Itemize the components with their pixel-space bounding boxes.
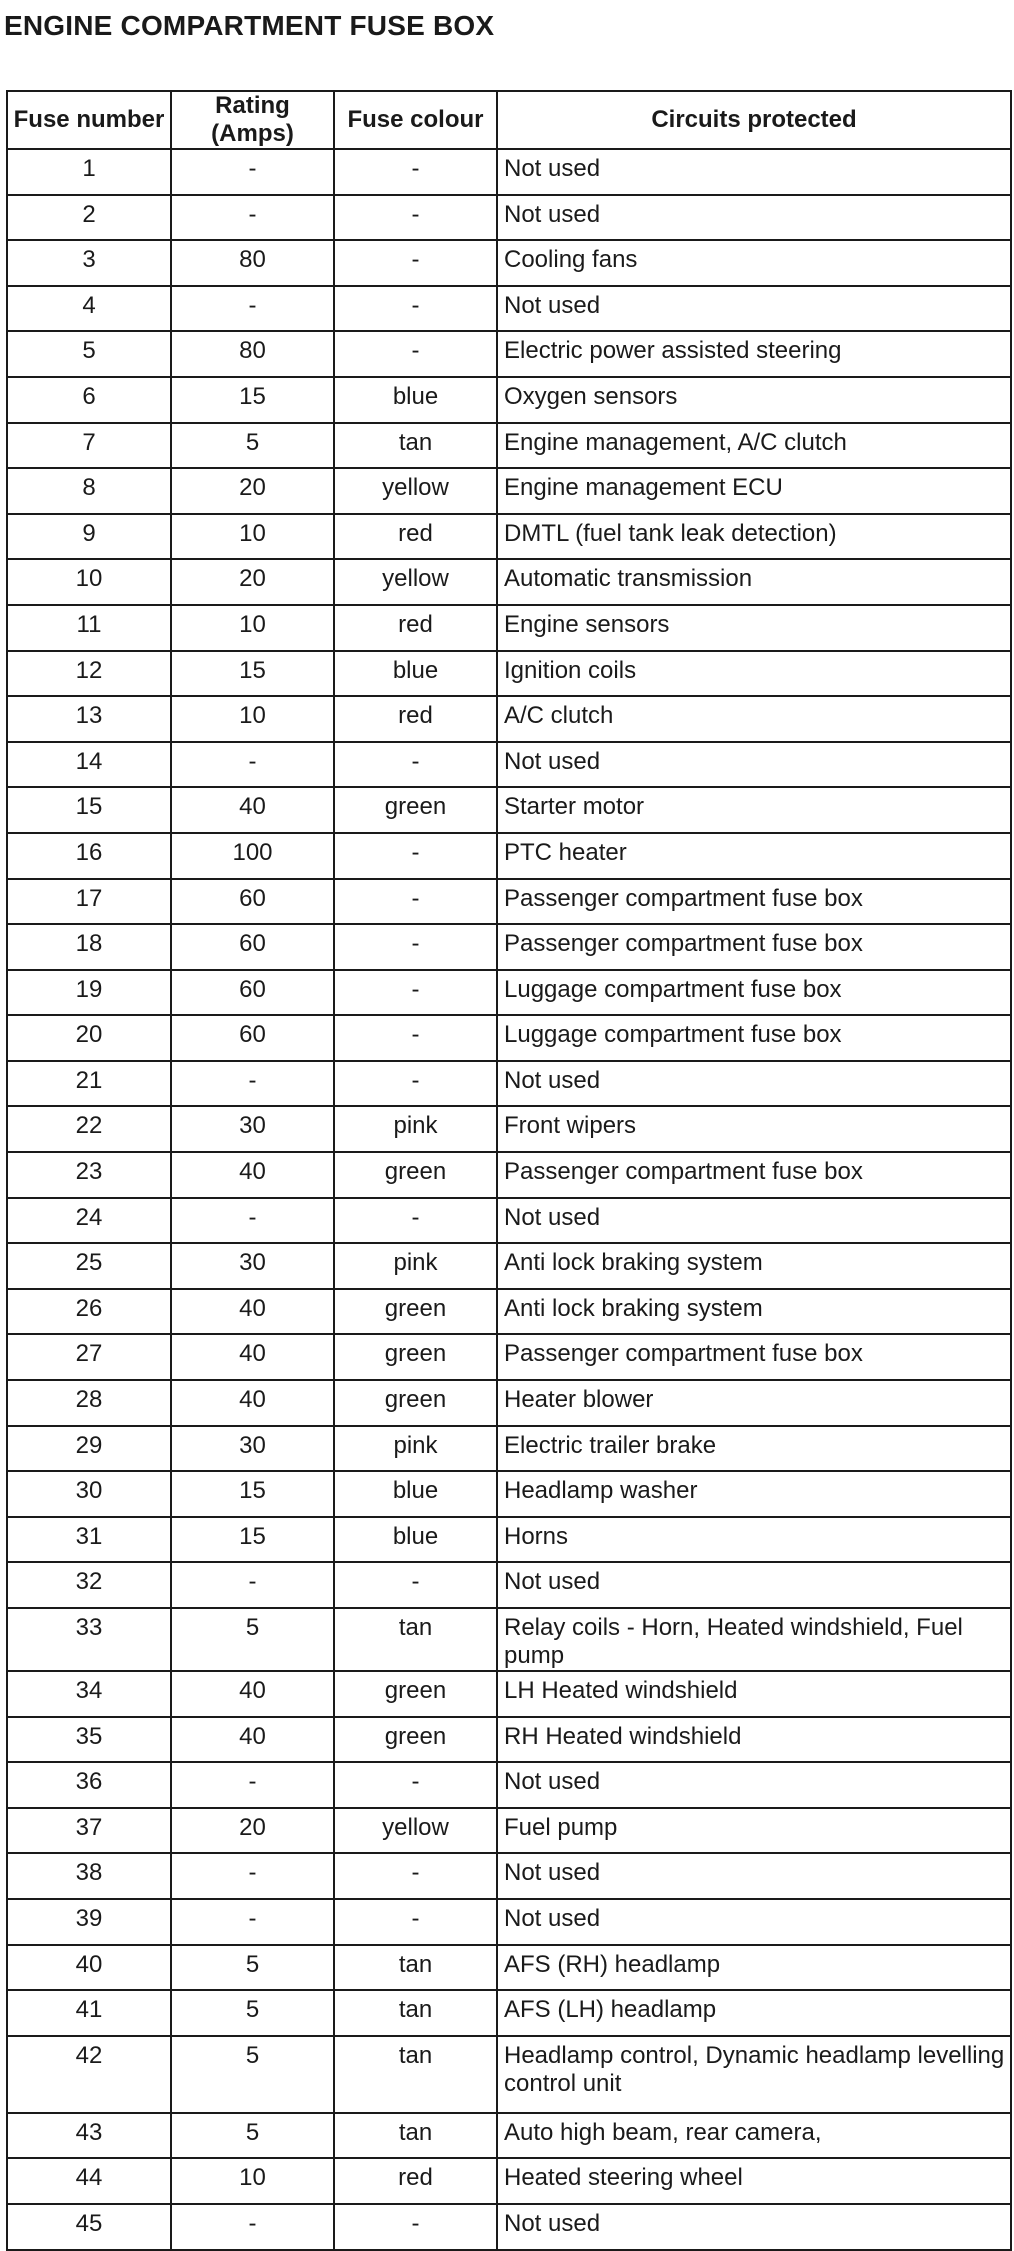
colour-cell: green xyxy=(334,1334,497,1380)
table-row xyxy=(7,1289,1011,1335)
table-row xyxy=(7,1608,1011,1671)
fuse-number-cell: 11 xyxy=(7,605,171,651)
colour-cell: green xyxy=(334,1289,497,1335)
circuit-cell: Not used xyxy=(497,149,1011,195)
table-row xyxy=(7,1334,1011,1380)
fuse-number-cell: 19 xyxy=(7,970,171,1016)
rating-cell: - xyxy=(171,2204,334,2250)
table-row xyxy=(7,2158,1011,2204)
circuit-cell: Engine sensors xyxy=(497,605,1011,651)
table-row xyxy=(7,1853,1011,1899)
colour-cell: - xyxy=(334,195,497,241)
colour-cell: - xyxy=(334,2204,497,2250)
colour-cell: - xyxy=(334,970,497,1016)
circuit-cell: Not used xyxy=(497,1853,1011,1899)
fuse-number-cell: 31 xyxy=(7,1517,171,1563)
rating-cell: 100 xyxy=(171,833,334,879)
colour-cell: blue xyxy=(334,377,497,423)
rating-cell: - xyxy=(171,1899,334,1945)
table-row xyxy=(7,1061,1011,1107)
table-body xyxy=(7,149,1011,2250)
table-row xyxy=(7,787,1011,833)
circuit-cell: DMTL (fuel tank leak detection) xyxy=(497,514,1011,560)
fuse-number-cell: 10 xyxy=(7,559,171,605)
rating-cell: 60 xyxy=(171,970,334,1016)
table-row xyxy=(7,1471,1011,1517)
circuit-cell: Not used xyxy=(497,1899,1011,1945)
table-row xyxy=(7,377,1011,423)
rating-cell: - xyxy=(171,1061,334,1107)
circuit-cell: Ignition coils xyxy=(497,651,1011,697)
colour-cell: - xyxy=(334,833,497,879)
table-row xyxy=(7,1517,1011,1563)
rating-cell: 80 xyxy=(171,331,334,377)
colour-cell: tan xyxy=(334,2113,497,2159)
fuse-number-cell: 1 xyxy=(7,149,171,195)
header-fuse-number: Fuse number xyxy=(7,91,171,149)
table-header-row xyxy=(7,91,1011,149)
table-row xyxy=(7,970,1011,1016)
colour-cell: - xyxy=(334,1198,497,1244)
circuit-cell: RH Heated windshield xyxy=(497,1717,1011,1763)
fuse-number-cell: 12 xyxy=(7,651,171,697)
colour-cell: - xyxy=(334,742,497,788)
circuit-cell: Horns xyxy=(497,1517,1011,1563)
fuse-number-cell: 45 xyxy=(7,2204,171,2250)
rating-cell: 30 xyxy=(171,1426,334,1472)
rating-cell: - xyxy=(171,742,334,788)
fuse-number-cell: 22 xyxy=(7,1106,171,1152)
colour-cell: - xyxy=(334,924,497,970)
colour-cell: tan xyxy=(334,1945,497,1991)
rating-cell: 20 xyxy=(171,1808,334,1854)
fuse-number-cell: 6 xyxy=(7,377,171,423)
colour-cell: red xyxy=(334,514,497,560)
colour-cell: - xyxy=(334,1899,497,1945)
table-row xyxy=(7,651,1011,697)
rating-cell: 30 xyxy=(171,1106,334,1152)
colour-cell: green xyxy=(334,1671,497,1717)
circuit-cell: LH Heated windshield xyxy=(497,1671,1011,1717)
circuit-cell: Engine management, A/C clutch xyxy=(497,423,1011,469)
page-title: ENGINE COMPARTMENT FUSE BOX xyxy=(4,10,495,41)
table-row xyxy=(7,240,1011,286)
rating-cell: 10 xyxy=(171,696,334,742)
rating-cell: - xyxy=(171,1198,334,1244)
rating-cell: 40 xyxy=(171,1671,334,1717)
colour-cell: tan xyxy=(334,423,497,469)
table-row xyxy=(7,1426,1011,1472)
rating-cell: 15 xyxy=(171,1471,334,1517)
rating-cell: - xyxy=(171,149,334,195)
fuse-number-cell: 24 xyxy=(7,1198,171,1244)
circuit-cell: Front wipers xyxy=(497,1106,1011,1152)
colour-cell: blue xyxy=(334,1471,497,1517)
colour-cell: yellow xyxy=(334,1808,497,1854)
rating-cell: 5 xyxy=(171,1945,334,1991)
rating-cell: - xyxy=(171,1762,334,1808)
circuit-cell: Electric power assisted steering xyxy=(497,331,1011,377)
colour-cell: - xyxy=(334,331,497,377)
colour-cell: - xyxy=(334,1061,497,1107)
rating-cell: 10 xyxy=(171,605,334,651)
rating-cell: - xyxy=(171,195,334,241)
header-fuse-colour: Fuse colour xyxy=(334,91,497,149)
circuit-cell: Passenger compartment fuse box xyxy=(497,879,1011,925)
rating-cell: 15 xyxy=(171,651,334,697)
fuse-number-cell: 32 xyxy=(7,1562,171,1608)
rating-cell: 15 xyxy=(171,377,334,423)
fuse-number-cell: 4 xyxy=(7,286,171,332)
colour-cell: green xyxy=(334,1380,497,1426)
table-row xyxy=(7,924,1011,970)
table-row xyxy=(7,696,1011,742)
table-row xyxy=(7,1899,1011,1945)
rating-cell: 5 xyxy=(171,2113,334,2159)
colour-cell: - xyxy=(334,286,497,332)
colour-cell: blue xyxy=(334,1517,497,1563)
fuse-number-cell: 28 xyxy=(7,1380,171,1426)
rating-cell: - xyxy=(171,1853,334,1899)
fuse-number-cell: 15 xyxy=(7,787,171,833)
colour-cell: tan xyxy=(334,2036,497,2113)
circuit-cell: AFS (LH) headlamp xyxy=(497,1990,1011,2036)
circuit-cell: Passenger compartment fuse box xyxy=(497,924,1011,970)
table-row xyxy=(7,1808,1011,1854)
table-row xyxy=(7,149,1011,195)
table-row xyxy=(7,1762,1011,1808)
table-row xyxy=(7,742,1011,788)
table-row xyxy=(7,1015,1011,1061)
header-rating: Rating (Amps) xyxy=(171,91,334,149)
circuit-cell: Starter motor xyxy=(497,787,1011,833)
rating-cell: - xyxy=(171,1562,334,1608)
circuit-cell: Headlamp washer xyxy=(497,1471,1011,1517)
circuit-cell: Luggage compartment fuse box xyxy=(497,970,1011,1016)
colour-cell: - xyxy=(334,1762,497,1808)
table-row xyxy=(7,559,1011,605)
fuse-number-cell: 2 xyxy=(7,195,171,241)
colour-cell: tan xyxy=(334,1608,497,1671)
rating-cell: 30 xyxy=(171,1243,334,1289)
header-circuits-protected: Circuits protected xyxy=(497,91,1011,149)
fuse-number-cell: 40 xyxy=(7,1945,171,1991)
circuit-cell: Not used xyxy=(497,742,1011,788)
table-row xyxy=(7,605,1011,651)
fuse-number-cell: 21 xyxy=(7,1061,171,1107)
table-row xyxy=(7,1243,1011,1289)
table-row xyxy=(7,195,1011,241)
circuit-cell: Electric trailer brake xyxy=(497,1426,1011,1472)
circuit-cell: Oxygen sensors xyxy=(497,377,1011,423)
circuit-cell: Not used xyxy=(497,1061,1011,1107)
table-row xyxy=(7,1380,1011,1426)
circuit-cell: Heater blower xyxy=(497,1380,1011,1426)
fuse-number-cell: 37 xyxy=(7,1808,171,1854)
table-row xyxy=(7,468,1011,514)
rating-cell: 20 xyxy=(171,559,334,605)
rating-cell: 40 xyxy=(171,1152,334,1198)
fuse-number-cell: 38 xyxy=(7,1853,171,1899)
circuit-cell: Relay coils - Horn, Heated windshield, Fuel pump xyxy=(497,1608,1011,1671)
circuit-cell: Luggage compartment fuse box xyxy=(497,1015,1011,1061)
rating-cell: 5 xyxy=(171,1990,334,2036)
rating-cell: 80 xyxy=(171,240,334,286)
rating-cell: 10 xyxy=(171,514,334,560)
fuse-number-cell: 34 xyxy=(7,1671,171,1717)
rating-cell: 40 xyxy=(171,1289,334,1335)
fuse-number-cell: 27 xyxy=(7,1334,171,1380)
fuse-number-cell: 30 xyxy=(7,1471,171,1517)
colour-cell: pink xyxy=(334,1243,497,1289)
table-row xyxy=(7,1671,1011,1717)
table-row xyxy=(7,2204,1011,2250)
colour-cell: red xyxy=(334,696,497,742)
circuit-cell: Headlamp control, Dynamic headlamp levelling control unit xyxy=(497,2036,1011,2113)
colour-cell: yellow xyxy=(334,468,497,514)
rating-cell: - xyxy=(171,286,334,332)
table-row xyxy=(7,1717,1011,1763)
colour-cell: green xyxy=(334,1152,497,1198)
circuit-cell: Fuel pump xyxy=(497,1808,1011,1854)
fuse-number-cell: 44 xyxy=(7,2158,171,2204)
circuit-cell: Not used xyxy=(497,1762,1011,1808)
circuit-cell: Passenger compartment fuse box xyxy=(497,1152,1011,1198)
table-row xyxy=(7,1152,1011,1198)
rating-cell: 5 xyxy=(171,1608,334,1671)
fuse-number-cell: 33 xyxy=(7,1608,171,1671)
circuit-cell: A/C clutch xyxy=(497,696,1011,742)
fuse-number-cell: 25 xyxy=(7,1243,171,1289)
colour-cell: - xyxy=(334,1562,497,1608)
circuit-cell: Auto high beam, rear camera, xyxy=(497,2113,1011,2159)
rating-cell: 20 xyxy=(171,468,334,514)
colour-cell: red xyxy=(334,2158,497,2204)
fuse-number-cell: 26 xyxy=(7,1289,171,1335)
fuse-number-cell: 9 xyxy=(7,514,171,560)
fuse-number-cell: 8 xyxy=(7,468,171,514)
colour-cell: green xyxy=(334,787,497,833)
rating-cell: 40 xyxy=(171,1334,334,1380)
fuse-number-cell: 20 xyxy=(7,1015,171,1061)
fuse-number-cell: 43 xyxy=(7,2113,171,2159)
table-row xyxy=(7,2113,1011,2159)
colour-cell: - xyxy=(334,879,497,925)
circuit-cell: Cooling fans xyxy=(497,240,1011,286)
fuse-number-cell: 39 xyxy=(7,1899,171,1945)
fuse-number-cell: 42 xyxy=(7,2036,171,2113)
table-row xyxy=(7,2036,1011,2113)
table-row xyxy=(7,286,1011,332)
table-row xyxy=(7,1562,1011,1608)
table-row xyxy=(7,1945,1011,1991)
fuse-number-cell: 17 xyxy=(7,879,171,925)
colour-cell: pink xyxy=(334,1426,497,1472)
fuse-number-cell: 16 xyxy=(7,833,171,879)
table-row xyxy=(7,879,1011,925)
rating-cell: 15 xyxy=(171,1517,334,1563)
fuse-number-cell: 29 xyxy=(7,1426,171,1472)
fuse-number-cell: 7 xyxy=(7,423,171,469)
circuit-cell: Anti lock braking system xyxy=(497,1289,1011,1335)
table-row xyxy=(7,423,1011,469)
circuit-cell: Automatic transmission xyxy=(497,559,1011,605)
colour-cell: pink xyxy=(334,1106,497,1152)
rating-cell: 5 xyxy=(171,423,334,469)
colour-cell: - xyxy=(334,240,497,286)
fuse-number-cell: 35 xyxy=(7,1717,171,1763)
fuse-number-cell: 13 xyxy=(7,696,171,742)
fuse-number-cell: 41 xyxy=(7,1990,171,2036)
circuit-cell: Not used xyxy=(497,195,1011,241)
table-row xyxy=(7,1106,1011,1152)
table-row xyxy=(7,1990,1011,2036)
colour-cell: green xyxy=(334,1717,497,1763)
table-row xyxy=(7,1198,1011,1244)
fuse-number-cell: 36 xyxy=(7,1762,171,1808)
circuit-cell: PTC heater xyxy=(497,833,1011,879)
rating-cell: 40 xyxy=(171,1717,334,1763)
table-row xyxy=(7,833,1011,879)
colour-cell: blue xyxy=(334,651,497,697)
colour-cell: - xyxy=(334,1853,497,1899)
circuit-cell: Not used xyxy=(497,1198,1011,1244)
colour-cell: tan xyxy=(334,1990,497,2036)
colour-cell: - xyxy=(334,1015,497,1061)
colour-cell: - xyxy=(334,149,497,195)
circuit-cell: Not used xyxy=(497,1562,1011,1608)
circuit-cell: Anti lock braking system xyxy=(497,1243,1011,1289)
circuit-cell: Passenger compartment fuse box xyxy=(497,1334,1011,1380)
circuit-cell: Not used xyxy=(497,2204,1011,2250)
rating-cell: 10 xyxy=(171,2158,334,2204)
rating-cell: 40 xyxy=(171,1380,334,1426)
circuit-cell: Not used xyxy=(497,286,1011,332)
rating-cell: 40 xyxy=(171,787,334,833)
rating-cell: 60 xyxy=(171,1015,334,1061)
fuse-number-cell: 5 xyxy=(7,331,171,377)
table-row xyxy=(7,331,1011,377)
colour-cell: yellow xyxy=(334,559,497,605)
rating-cell: 60 xyxy=(171,879,334,925)
fuse-number-cell: 23 xyxy=(7,1152,171,1198)
circuit-cell: Heated steering wheel xyxy=(497,2158,1011,2204)
table-row xyxy=(7,514,1011,560)
rating-cell: 60 xyxy=(171,924,334,970)
fuse-number-cell: 3 xyxy=(7,240,171,286)
fuse-number-cell: 14 xyxy=(7,742,171,788)
colour-cell: red xyxy=(334,605,497,651)
rating-cell: 5 xyxy=(171,2036,334,2113)
fuse-table xyxy=(6,90,1012,2251)
circuit-cell: AFS (RH) headlamp xyxy=(497,1945,1011,1991)
circuit-cell: Engine management ECU xyxy=(497,468,1011,514)
fuse-number-cell: 18 xyxy=(7,924,171,970)
